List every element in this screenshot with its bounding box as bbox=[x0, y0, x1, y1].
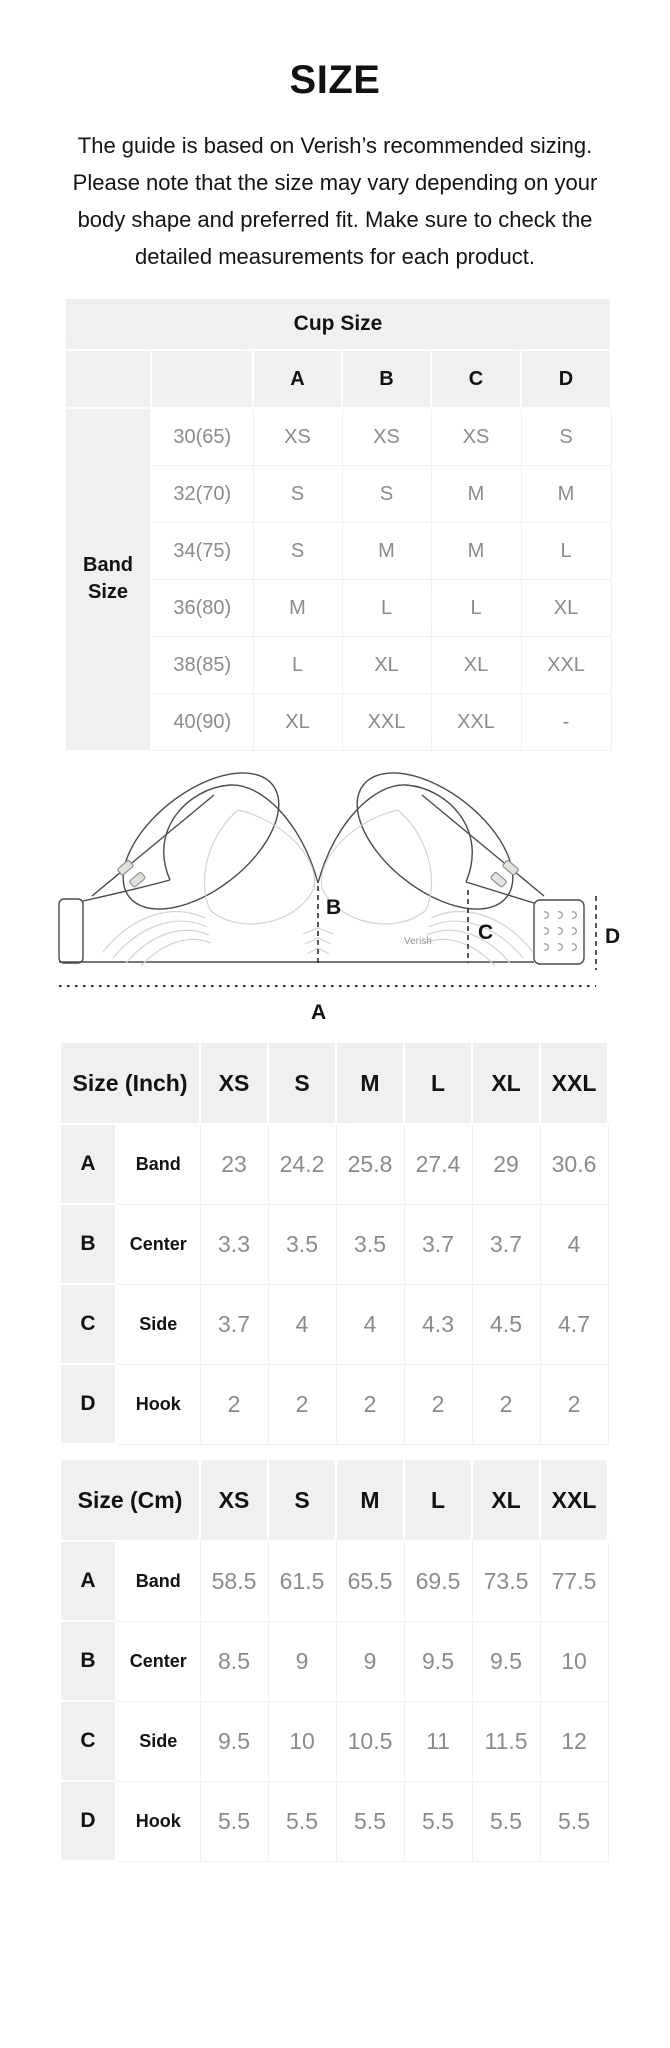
size-value-cell: 58.5 bbox=[200, 1541, 268, 1621]
row-name-cell: Center bbox=[116, 1621, 200, 1701]
cup-value-cell: M bbox=[342, 523, 431, 580]
size-value-cell: 5.5 bbox=[540, 1781, 608, 1861]
band-size-cell: 36(80) bbox=[151, 580, 253, 637]
cup-value-cell: XL bbox=[431, 637, 521, 694]
cup-value-cell: M bbox=[431, 466, 521, 523]
size-value-cell: 12 bbox=[540, 1701, 608, 1781]
cup-value-cell: S bbox=[253, 523, 342, 580]
size-value-cell: 8.5 bbox=[200, 1621, 268, 1701]
hook-eye-icon bbox=[544, 912, 548, 918]
hook-eyes bbox=[544, 912, 576, 950]
cup-value-cell: XS bbox=[342, 408, 431, 466]
cup-value-cell: L bbox=[521, 523, 611, 580]
size-value-cell: 3.5 bbox=[268, 1204, 336, 1284]
label-a: A bbox=[311, 1001, 327, 1022]
size-value-cell: 61.5 bbox=[268, 1541, 336, 1621]
cup-value-cell: XXL bbox=[521, 637, 611, 694]
size-value-cell: 3.5 bbox=[336, 1204, 404, 1284]
left-wing-edge bbox=[83, 880, 170, 901]
size-value-cell: 2 bbox=[472, 1364, 540, 1444]
size-value-cell: 27.4 bbox=[404, 1124, 472, 1204]
cup-value-cell: S bbox=[253, 466, 342, 523]
size-value-cell: 11.5 bbox=[472, 1701, 540, 1781]
size-value-cell: 29 bbox=[472, 1124, 540, 1204]
size-col-header: XS bbox=[200, 1042, 268, 1124]
left-cup-outline bbox=[164, 785, 318, 883]
size-col-header: M bbox=[336, 1042, 404, 1124]
cup-column-header-row bbox=[65, 350, 611, 408]
strap-adjuster-icon bbox=[129, 872, 146, 888]
left-strap bbox=[92, 795, 214, 896]
cup-value-cell: L bbox=[431, 580, 521, 637]
size-value-cell: 24.2 bbox=[268, 1124, 336, 1204]
table-row bbox=[60, 1124, 608, 1204]
band-size-header-line: Size bbox=[87, 581, 129, 604]
hook-eye-icon bbox=[572, 928, 576, 934]
intro-line: The guide is based on Verish’s recommended sizing. bbox=[77, 133, 593, 158]
size-col-header: XS bbox=[200, 1459, 268, 1541]
size-value-cell: 5.5 bbox=[472, 1781, 540, 1861]
table-row bbox=[60, 1284, 608, 1364]
hook-eye-icon bbox=[544, 928, 548, 934]
size-col-header: XL bbox=[472, 1459, 540, 1541]
cup-size-title-row bbox=[65, 298, 611, 350]
left-band-tab bbox=[59, 899, 83, 963]
right-strap bbox=[422, 795, 544, 896]
row-name-cell: Hook bbox=[116, 1781, 200, 1861]
size-value-cell: 9.5 bbox=[472, 1621, 540, 1701]
label-b: B bbox=[326, 896, 342, 919]
hook-eye-icon bbox=[544, 944, 548, 950]
cup-value-cell: S bbox=[342, 466, 431, 523]
inch-header-row bbox=[60, 1042, 608, 1124]
size-value-cell: 4.7 bbox=[540, 1284, 608, 1364]
inch-size-table bbox=[59, 1041, 607, 1445]
intro-line: body shape and preferred fit. Make sure to check the bbox=[77, 207, 593, 232]
cm-table-title: Size (Cm) bbox=[60, 1459, 200, 1541]
strap-adjuster-icon bbox=[490, 872, 507, 888]
size-value-cell: 9.5 bbox=[404, 1621, 472, 1701]
left-cup-opening bbox=[99, 772, 303, 936]
size-value-cell: 10.5 bbox=[336, 1701, 404, 1781]
size-value-cell: 4 bbox=[336, 1284, 404, 1364]
size-value-cell: 25.8 bbox=[336, 1124, 404, 1204]
size-value-cell: 2 bbox=[540, 1364, 608, 1444]
cup-column-header: D bbox=[521, 350, 611, 408]
cm-size-grid bbox=[59, 1458, 609, 1862]
cup-size-title: Cup Size bbox=[65, 298, 611, 350]
bra-measurement-diagram bbox=[0, 772, 670, 1022]
table-row bbox=[60, 1364, 608, 1444]
size-value-cell: 2 bbox=[268, 1364, 336, 1444]
bra-diagram-svg bbox=[0, 772, 670, 1022]
cup-value-cell: XL bbox=[253, 694, 342, 751]
right-cup-outline bbox=[318, 785, 472, 883]
cup-value-cell: XS bbox=[431, 408, 521, 466]
label-d: D bbox=[605, 925, 621, 948]
size-value-cell: 2 bbox=[404, 1364, 472, 1444]
size-col-header: XXL bbox=[540, 1042, 608, 1124]
size-col-header: XXL bbox=[540, 1459, 608, 1541]
cup-value-cell: XL bbox=[342, 637, 431, 694]
size-value-cell: 4.3 bbox=[404, 1284, 472, 1364]
band-size-cell: 32(70) bbox=[151, 466, 253, 523]
size-value-cell: 30.6 bbox=[540, 1124, 608, 1204]
cup-value-cell: XXL bbox=[342, 694, 431, 751]
size-value-cell: 9 bbox=[336, 1621, 404, 1701]
size-value-cell: 3.7 bbox=[472, 1204, 540, 1284]
row-letter-cell: D bbox=[60, 1781, 116, 1861]
row-name-cell: Side bbox=[116, 1701, 200, 1781]
strap-adjuster-icon bbox=[502, 860, 519, 876]
size-value-cell: 69.5 bbox=[404, 1541, 472, 1621]
size-value-cell: 4 bbox=[268, 1284, 336, 1364]
cup-value-cell: XL bbox=[521, 580, 611, 637]
size-value-cell: 5.5 bbox=[336, 1781, 404, 1861]
table-row bbox=[60, 1701, 608, 1781]
size-value-cell: 77.5 bbox=[540, 1541, 608, 1621]
row-name-cell: Center bbox=[116, 1204, 200, 1284]
size-col-header: M bbox=[336, 1459, 404, 1541]
table-row bbox=[65, 408, 611, 466]
size-value-cell: 4 bbox=[540, 1204, 608, 1284]
left-inner-cup bbox=[205, 810, 315, 924]
empty-corner-cell bbox=[151, 350, 253, 408]
size-col-header: L bbox=[404, 1459, 472, 1541]
size-col-header: S bbox=[268, 1042, 336, 1124]
size-value-cell: 65.5 bbox=[336, 1541, 404, 1621]
row-name-cell: Hook bbox=[116, 1364, 200, 1444]
row-letter-cell: D bbox=[60, 1364, 116, 1444]
size-value-cell: 9 bbox=[268, 1621, 336, 1701]
cup-column-header: A bbox=[253, 350, 342, 408]
size-value-cell: 3.7 bbox=[404, 1204, 472, 1284]
size-value-cell: 2 bbox=[336, 1364, 404, 1444]
size-col-header: S bbox=[268, 1459, 336, 1541]
size-value-cell: 73.5 bbox=[472, 1541, 540, 1621]
cup-value-cell: L bbox=[253, 637, 342, 694]
hook-eye-icon bbox=[558, 944, 562, 950]
brand-label: Verish bbox=[404, 936, 432, 947]
table-row bbox=[60, 1204, 608, 1284]
cup-value-cell: L bbox=[342, 580, 431, 637]
intro-paragraph bbox=[0, 127, 670, 275]
size-value-cell: 4.5 bbox=[472, 1284, 540, 1364]
size-value-cell: 3.7 bbox=[200, 1284, 268, 1364]
intro-line: Please note that the size may vary depending on your bbox=[72, 170, 598, 195]
cm-header-row bbox=[60, 1459, 608, 1541]
cup-value-cell: M bbox=[431, 523, 521, 580]
band-size-cell: 30(65) bbox=[151, 408, 253, 466]
table-row bbox=[60, 1781, 608, 1861]
size-value-cell: 5.5 bbox=[200, 1781, 268, 1861]
cm-size-table bbox=[59, 1458, 607, 1862]
row-letter-cell: C bbox=[60, 1284, 116, 1364]
cup-value-cell: XXL bbox=[431, 694, 521, 751]
measurement-labels bbox=[311, 896, 620, 1022]
empty-corner-cell bbox=[65, 350, 151, 408]
size-value-cell: 10 bbox=[268, 1701, 336, 1781]
intro-line: detailed measurements for each product. bbox=[135, 244, 535, 269]
label-c: C bbox=[478, 921, 494, 944]
size-value-cell: 3.3 bbox=[200, 1204, 268, 1284]
hook-eye-icon bbox=[558, 912, 562, 918]
hook-eye-icon bbox=[572, 912, 576, 918]
inch-size-grid bbox=[59, 1041, 609, 1445]
row-name-cell: Band bbox=[116, 1124, 200, 1204]
size-value-cell: 11 bbox=[404, 1701, 472, 1781]
cup-column-header: C bbox=[431, 350, 521, 408]
row-name-cell: Band bbox=[116, 1541, 200, 1621]
page-title: SIZE bbox=[289, 58, 381, 102]
right-cup-opening bbox=[333, 772, 537, 936]
left-rib bbox=[103, 912, 205, 952]
strap-adjusters bbox=[117, 860, 519, 888]
size-value-cell: 10 bbox=[540, 1621, 608, 1701]
cup-value-cell: M bbox=[521, 466, 611, 523]
table-row bbox=[60, 1621, 608, 1701]
band-size-header bbox=[65, 408, 151, 751]
row-letter-cell: C bbox=[60, 1701, 116, 1781]
hook-eye-icon bbox=[558, 928, 562, 934]
hook-eye-icon bbox=[572, 944, 576, 950]
row-letter-cell: A bbox=[60, 1541, 116, 1621]
size-value-cell: 2 bbox=[200, 1364, 268, 1444]
size-value-cell: 9.5 bbox=[200, 1701, 268, 1781]
cup-value-cell: - bbox=[521, 694, 611, 751]
size-value-cell: 23 bbox=[200, 1124, 268, 1204]
band-size-header-line: Band bbox=[83, 554, 133, 577]
cup-size-grid bbox=[64, 297, 612, 752]
strap-adjuster-icon bbox=[117, 860, 134, 876]
cup-value-cell: M bbox=[253, 580, 342, 637]
cup-size-table bbox=[64, 297, 610, 752]
row-name-cell: Side bbox=[116, 1284, 200, 1364]
size-value-cell: 5.5 bbox=[404, 1781, 472, 1861]
size-col-header: XL bbox=[472, 1042, 540, 1124]
row-letter-cell: B bbox=[60, 1621, 116, 1701]
cup-value-cell: XS bbox=[253, 408, 342, 466]
inch-table-title: Size (Inch) bbox=[60, 1042, 200, 1124]
cup-column-header: B bbox=[342, 350, 431, 408]
table-row bbox=[60, 1541, 608, 1621]
cup-value-cell: S bbox=[521, 408, 611, 466]
size-value-cell: 5.5 bbox=[268, 1781, 336, 1861]
row-letter-cell: B bbox=[60, 1204, 116, 1284]
band-size-cell: 40(90) bbox=[151, 694, 253, 751]
row-letter-cell: A bbox=[60, 1124, 116, 1204]
size-col-header: L bbox=[404, 1042, 472, 1124]
band-size-cell: 34(75) bbox=[151, 523, 253, 580]
band-size-cell: 38(85) bbox=[151, 637, 253, 694]
